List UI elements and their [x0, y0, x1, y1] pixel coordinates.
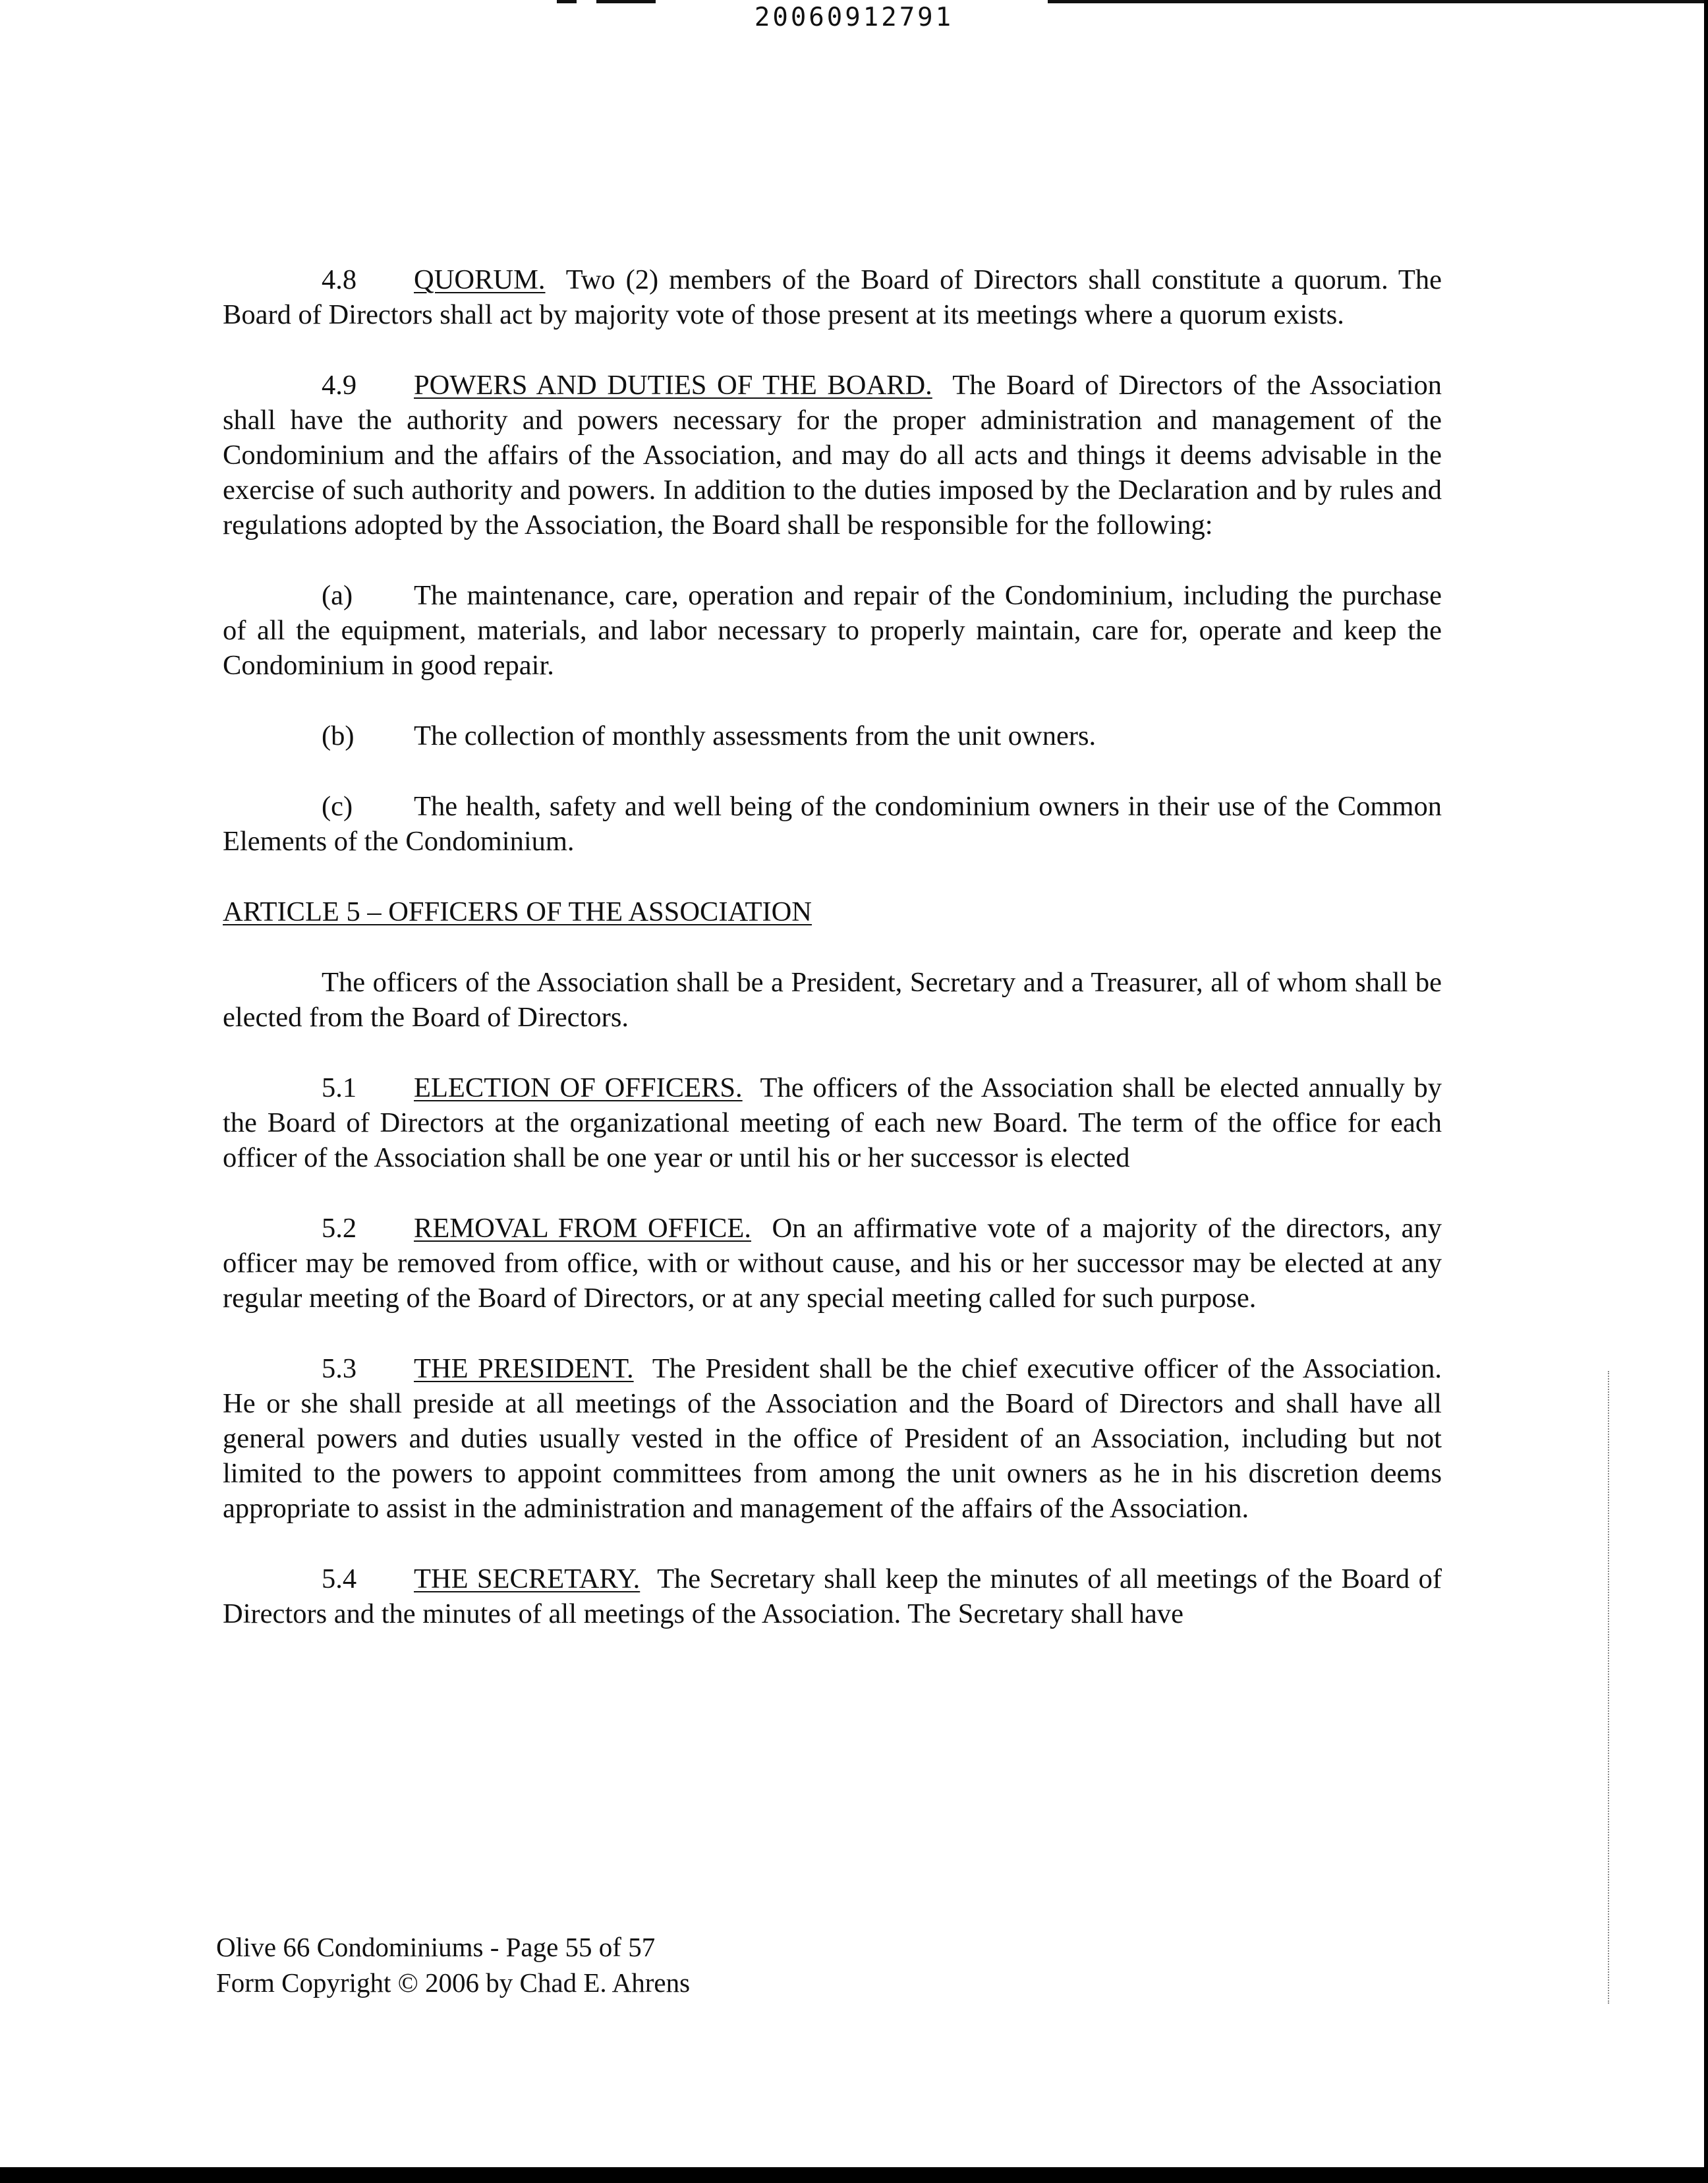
- list-item-a: [223, 578, 1442, 683]
- section-number: 4.8: [322, 264, 357, 295]
- section-text: Two (2) members of the Board of Directors shall constitute a quorum. The Board of Directors shall act by majority vote of those present at its meetings where a quorum exists.: [223, 264, 1442, 330]
- section-text: The President shall be the chief executive officer of the Association. He or she shall preside at all meetings of the Association and the Board of Directors and shall have all general powers and duties usually vested in the office of President of an Association, including but not limited to the powers to appoint committees from among the unit owners as he in his discretion deems appropriate to assist in the administration and management of the affairs of the Association.: [223, 1353, 1442, 1524]
- list-text: The health, safety and well being of the condominium owners in their use of the Common Elements of the Condominium.: [223, 791, 1442, 857]
- article-5-heading: ARTICLE 5 – OFFICERS OF THE ASSOCIATION: [223, 896, 812, 927]
- list-text: The collection of monthly assessments from the unit owners.: [414, 720, 1096, 751]
- list-label: (a): [322, 580, 353, 611]
- section-heading: POWERS AND DUTIES OF THE BOARD.: [414, 370, 932, 401]
- list-item-b: [223, 718, 1442, 753]
- section-4-8: [223, 262, 1442, 332]
- footer-page-info: Olive 66 Condominiums - Page 55 of 57: [216, 1932, 656, 1962]
- list-text: The maintenance, care, operation and repair of the Condominium, including the purchase of all the equipment, materials, and labor necessary to properly maintain, care for, operate and keep the Condominium in good repair.: [223, 580, 1442, 681]
- section-heading: THE SECRETARY.: [414, 1563, 640, 1594]
- section-5-4: [223, 1561, 1442, 1631]
- scan-artifact-bottom-border: [0, 2167, 1708, 2183]
- section-heading: THE PRESIDENT.: [414, 1353, 634, 1384]
- section-text: On an affirmative vote of a majority of the directors, any officer may be removed from office, with or without cause, and his or her successor may be elected at any regular meeting of the Board of Directors, or at any special meeting called for such purpose.: [223, 1213, 1442, 1314]
- section-number: 5.1: [322, 1072, 357, 1103]
- list-item-c: [223, 789, 1442, 859]
- scan-artifact-dotted-line: [1608, 1371, 1609, 2004]
- list-label: (b): [322, 720, 355, 751]
- article-5-intro: The officers of the Association shall be a President, Secretary and a Treasurer, all of whom shall be elected from the Board of Directors.: [223, 967, 1442, 1033]
- section-number: 5.3: [322, 1353, 357, 1384]
- section-number: 4.9: [322, 370, 357, 401]
- page-footer: [216, 1929, 690, 2000]
- section-text: The Secretary shall keep the minutes of all meetings of the Board of Directors and the minutes of all meetings of the Association. The Secretary shall have: [223, 1563, 1442, 1629]
- section-number: 5.2: [322, 1213, 357, 1244]
- section-number: 5.4: [322, 1563, 357, 1594]
- document-number: 20060912791: [754, 3, 954, 32]
- section-5-1: [223, 1070, 1442, 1175]
- footer-copyright: Form Copyright © 2006 by Chad E. Ahrens: [216, 1967, 691, 1998]
- section-5-3: [223, 1351, 1442, 1526]
- section-heading: QUORUM.: [414, 264, 546, 295]
- section-heading: REMOVAL FROM OFFICE.: [414, 1213, 752, 1244]
- section-5-2: [223, 1211, 1442, 1316]
- document-body: [223, 262, 1442, 1667]
- list-label: (c): [322, 791, 353, 822]
- section-text: The officers of the Association shall be elected annually by the Board of Directors at the organizational meeting of each new Board. The term of the office for each officer of the Association shall be one year or until his or her successor is elected: [223, 1072, 1442, 1173]
- section-4-9: [223, 368, 1442, 542]
- section-text: The Board of Directors of the Association shall have the authority and powers necessary for the proper administration and management of the Condominium and the affairs of the Association, and may do all acts and things it deems advisable in the exercise of such authority and powers. In addition to the duties imposed by the Declaration and by rules and regulations adopted by the Association, the Board shall be responsible for the following:: [223, 370, 1442, 540]
- section-heading: ELECTION OF OFFICERS.: [414, 1072, 743, 1103]
- scan-artifact-right-border: [1704, 0, 1708, 2183]
